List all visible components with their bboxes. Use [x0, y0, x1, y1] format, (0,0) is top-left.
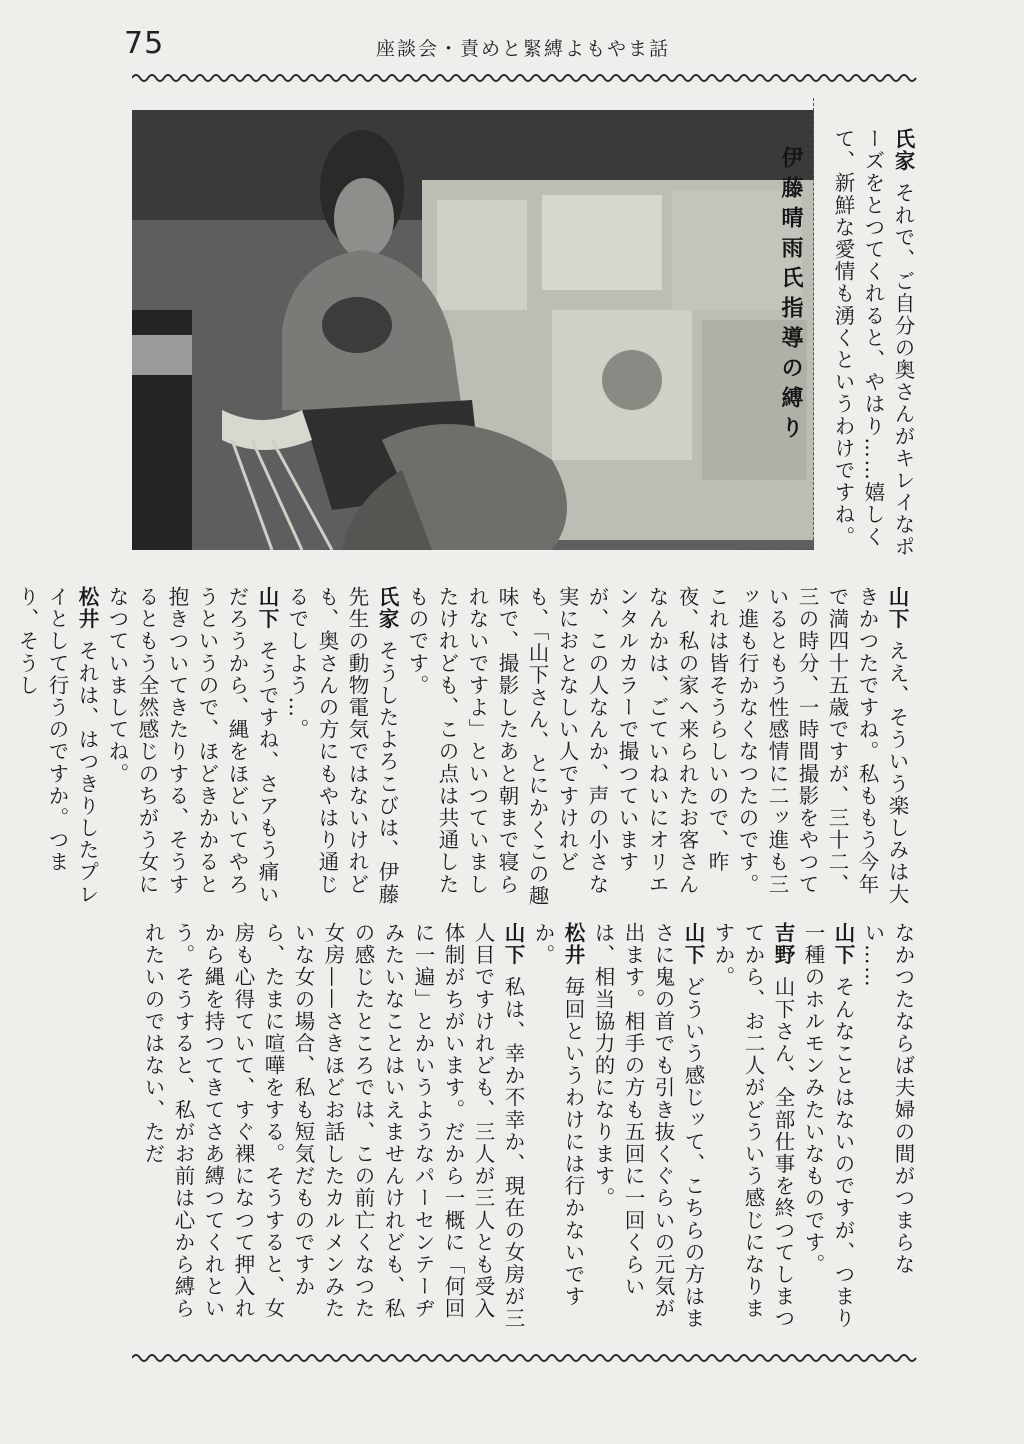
dialogue-line: [588, 922, 708, 1337]
bondage-photo: [132, 110, 814, 550]
dialogue-text: それは、はつきりしたプレイとして行うのですか。つまり、そうし: [15, 586, 99, 906]
dialogue-line: [708, 922, 798, 1337]
dialogue-line: [138, 922, 528, 1337]
dialogue-text: なかつたならば夫婦の間がつまらない……: [861, 922, 915, 1276]
dialogue-text: そうしたよろこびは、伊藤先生の動物電気ではないけれども、奥さんの方にもやはり通じるでしよう…。: [285, 586, 399, 906]
dialogue-text: そうですね、さアもう痛いだろうから、縄をほどいてやろうというので、ほどきかかると抱きついてきたりする、そうするともう全然感じのちがう女になつていましてね。: [105, 586, 279, 906]
dialogue-line: [798, 922, 858, 1337]
dialogue-text: そんなことはないのですが、つまり一種のホルモンみたいなものです。: [801, 922, 855, 1330]
speaker-label: 山下: [255, 586, 279, 631]
speaker-label: 山下: [501, 922, 525, 967]
dialogue-text: 毎回というわけには行かないですか。: [531, 922, 585, 1308]
photo-caption: 伊藤晴雨氏指導の縛り: [778, 146, 803, 446]
speaker-label: 氏家: [375, 586, 399, 631]
dialogue-text: 私は、幸か不幸か、現在の女房が三人目ですけれども、三人が三人とも受入体制がちがいます。だから一概に「何回に一遍」とかいうようなパーセンテーヂみたいなことはいえませんけれども、私の感じたところでは、この前亡くなつた女房——さきほどお話したカルメンみたいな女の場合、私も短気だものですから、たまに喧嘩をする。そうすると、女房も心得ていて、すぐ裸になつて押入れから縄を持つてきてさあ縛つてくれという。そうすると、私がお前は心から縛られたいのではない、ただ: [141, 922, 525, 1330]
speaker-label: 氏家: [891, 128, 915, 173]
speaker-label: 松井: [75, 586, 99, 631]
text-column-bottom: [108, 922, 918, 1337]
dialogue-text: それで、ご自分の奥さんがキレイなポーズをとつてくれると、やはり……嬉しくて、新鮮な愛情も湧くというわけですね。: [831, 128, 915, 558]
dialogue-line: [102, 586, 282, 916]
speaker-label: 松井: [561, 922, 585, 967]
speaker-label: 山下: [831, 922, 855, 967]
text-column-middle: [15, 586, 912, 916]
top-rule: [132, 72, 920, 84]
dialogue-text: 山下さん、全部仕事を終つてしまつてから、お二人がどういう感じになりますか。: [711, 922, 795, 1330]
dialogue-line: [828, 128, 918, 558]
caption-border-bottom: [736, 549, 814, 551]
dialogue-text: ええ、そういう楽しみは大きかつたですね。私ももう今年で満四十五歳ですが、三十二、三の時分、一時間撮影をやつているともう性感情に二ッ進も三ッ進も行かなくなつたのです。これは皆そうらしいので、昨夜、私の家へ来られたお客さんなんかは、ごていねいにオリエンタルカラーで撮つていますが、この人なんか、声の小さな実におとなしい人ですけれども、「山下さん、とにかくこの趣味で、撮影したあと朝まで寝られないですよ」といつていましたけれども、この点は共通したものです。: [405, 586, 909, 908]
dialogue-line: [858, 922, 918, 1337]
caption-border: [813, 98, 815, 550]
dialogue-line: [282, 586, 402, 916]
page-number: 75: [124, 26, 165, 61]
speaker-label: 山下: [885, 586, 909, 631]
speaker-label: 山下: [681, 922, 705, 967]
text-column-top: [831, 128, 918, 558]
dialogue-line: [402, 586, 912, 916]
bottom-rule: [132, 1352, 920, 1364]
dialogue-text: どういう感じッて、こちらの方はまさに鬼の首でも引き抜くぐらいの元気が出ます。相手の方も五回に一回くらいは、相当協力的になります。: [591, 922, 705, 1330]
dialogue-line: [528, 922, 588, 1337]
running-header: 座談会・責めと緊縛よもやま話: [376, 38, 671, 60]
dialogue-line: [12, 586, 102, 916]
speaker-label: 吉野: [771, 922, 795, 967]
